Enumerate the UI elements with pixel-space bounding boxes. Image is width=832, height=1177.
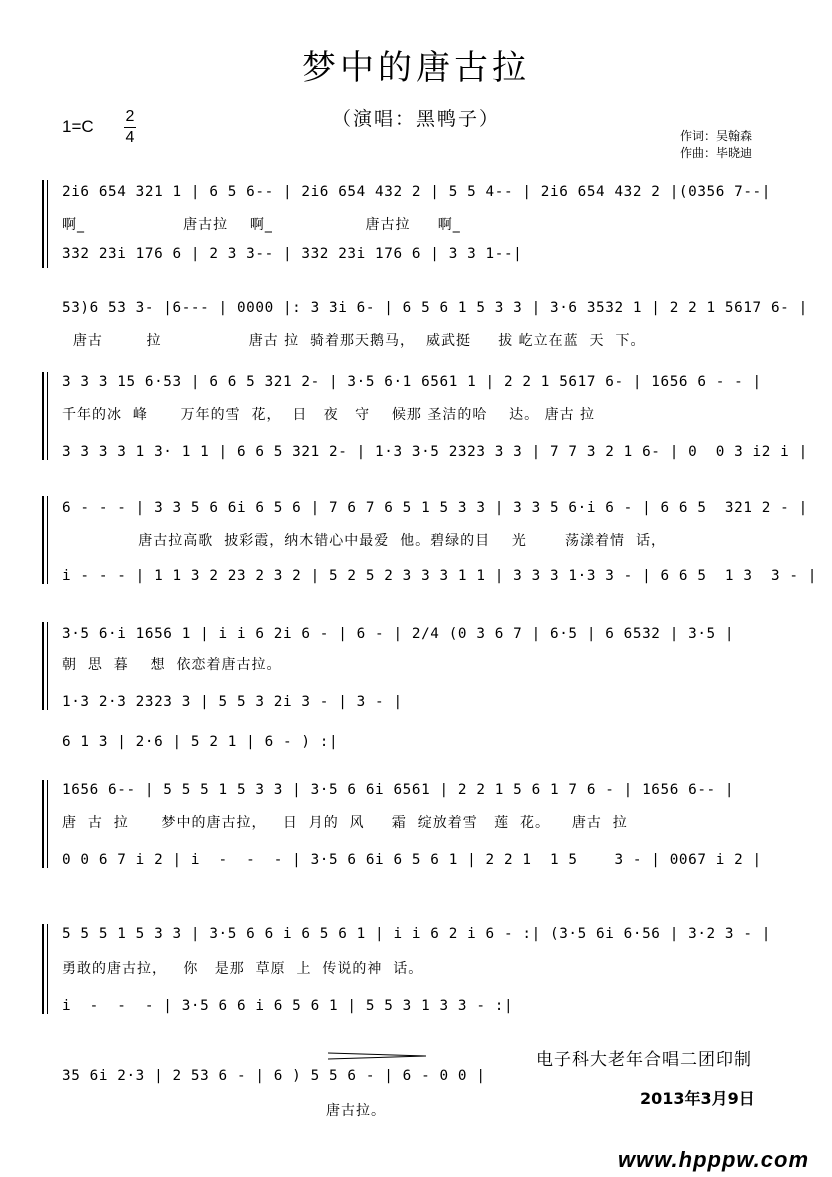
notation-lower: 332 23i 176 6 | 2 3 3-- | 332 23i 176 6 | 3 3 1--| xyxy=(62,246,523,262)
notation-upper: 53)6 53 3- |6--- | 0000 |: 3 3i 6- | 6 5 6 1 5 3 3 | 3·6 3532 1 | 2 2 1 5617 6- | xyxy=(62,300,808,316)
composer-credit: 作曲：毕晓迪 xyxy=(680,146,753,160)
score-system-3 xyxy=(42,372,808,462)
system-bracket xyxy=(42,496,44,584)
system-bracket-line xyxy=(47,780,48,868)
credits xyxy=(680,128,752,162)
lyric-line: 千年的冰 峰 万年的雪 花， 日 夜 守 候那 圣洁的哈 达。 唐古 拉 xyxy=(62,407,596,423)
system-bracket-line xyxy=(47,180,48,268)
score-system-4 xyxy=(42,496,818,586)
notation-upper: 6 1 3 | 2·6 | 5 2 1 | 6 - ) :| xyxy=(62,734,339,750)
notation-lower: 0 0 6 7 i 2 | i - - - | 3·5 6 6i 6 5 6 1 | 2 2 1 1 5 3 - | 0067 i 2 | xyxy=(62,852,762,868)
watermark: www.hpppw.com xyxy=(618,1147,810,1172)
system-bracket xyxy=(42,924,44,1014)
lyric-line: 朝 思 暮 想 依恋着唐古拉。 xyxy=(62,657,282,673)
lyric-line: 啊_ 唐古拉 啊_ 唐古拉 啊_ xyxy=(62,217,461,233)
notation-upper: 3 3 3 15 6·53 | 6 6 5 321 2- | 3·5 6·1 6561 1 | 2 2 1 5617 6- | 1656 6 - - | xyxy=(62,374,762,390)
lyricist-credit: 作词：吴翰森 xyxy=(680,129,753,143)
score-system-6 xyxy=(42,734,802,758)
lyric-line: 唐古 拉 唐古 拉 骑着那天鹅马， 威武挺 拔 屹立在蓝 天 下。 xyxy=(62,333,646,349)
system-bracket-line xyxy=(47,924,48,1014)
notation-lower: 1·3 2·3 2323 3 | 5 5 3 2i 3 - | 3 - | xyxy=(62,694,403,710)
score-system-1 xyxy=(42,180,802,270)
notation-lower: i - - - | 1 1 3 2 23 2 3 2 | 5 2 5 2 3 3 3 1 1 | 3 3 3 1·3 3 - | 6 6 5 1 3 3 - | xyxy=(62,568,818,584)
fade-out-mark xyxy=(328,1047,426,1065)
notation-lower: 3 3 3 3 1 3· 1 1 | 6 6 5 321 2- | 1·3 3·5 2323 3 3 | 7 7 3 2 1 6- | 0 0 3 i2 i | xyxy=(62,444,808,460)
publisher-note: 电子科大老年合唱二团印制 xyxy=(536,1050,752,1070)
system-bracket-line xyxy=(47,622,48,710)
system-bracket xyxy=(42,372,44,460)
system-bracket-line xyxy=(47,496,48,584)
system-bracket xyxy=(42,180,44,268)
score-system-8 xyxy=(42,924,802,1016)
system-bracket-line xyxy=(47,372,48,460)
performer-subtitle: （演唱：黑鸭子） xyxy=(331,108,500,130)
ending-lyric: 唐古拉。 xyxy=(326,1103,386,1119)
notation-lower: i - - - | 3·5 6 6 i 6 5 6 1 | 5 5 3 1 3 3 - :| xyxy=(62,998,514,1014)
system-bracket xyxy=(42,780,44,868)
notation-upper: 2i6 654 321 1 | 6 5 6-- | 2i6 654 432 2 | 5 5 4-- | 2i6 654 432 2 |(0356 7--| xyxy=(62,184,771,200)
score-system-5 xyxy=(42,622,802,712)
notation-upper: 1656 6-- | 5 5 5 1 5 3 3 | 3·5 6 6i 6561 | 2 2 1 5 6 1 7 6 - | 1656 6-- | xyxy=(62,782,735,798)
lyric-line: 勇敢的唐古拉， 你 是那 草原 上 传说的神 话。 xyxy=(62,961,424,977)
time-signature xyxy=(124,108,136,147)
key-signature: 1=C xyxy=(62,117,94,136)
notation-upper: 5 5 5 1 5 3 3 | 3·5 6 6 i 6 5 6 1 | i i 6 2 i 6 - :| (3·5 6i 6·56 | 3·2 3 - | xyxy=(62,926,771,942)
notation-upper: 6 - - - | 3 3 5 6 6i 6 5 6 | 7 6 7 6 5 1 5 3 3 | 3 3 5 6·i 6 - | 6 6 5 321 2 - | xyxy=(62,500,808,516)
lyric-line: 唐古拉高歌 披彩霞，纳木错心中最爱 他。碧绿的目 光 荡漾着情 话， xyxy=(62,533,666,549)
score-system-7 xyxy=(42,780,802,870)
lyric-line: 唐 古 拉 梦中的唐古拉， 日 月的 风 霜 绽放着雪 莲 花。 唐古 拉 xyxy=(62,815,628,831)
song-title: 梦中的唐古拉 xyxy=(302,48,530,88)
time-signature-divider xyxy=(124,127,136,128)
notation-upper: 3·5 6·i 1656 1 | i i 6 2i 6 - | 6 - | 2/4 (0 3 6 7 | 6·5 | 6 6532 | 3·5 | xyxy=(62,626,735,642)
publish-date: 2013年3月9日 xyxy=(640,1089,755,1108)
time-signature-bottom: 4 xyxy=(125,129,135,146)
notation-ending: 35 6i 2·3 | 2 53 6 - | 6 ) 5 5 6 - | 6 - 0 0 | xyxy=(62,1068,486,1084)
system-bracket xyxy=(42,622,44,710)
score-system-2 xyxy=(42,300,808,350)
time-signature-top: 2 xyxy=(125,108,135,125)
